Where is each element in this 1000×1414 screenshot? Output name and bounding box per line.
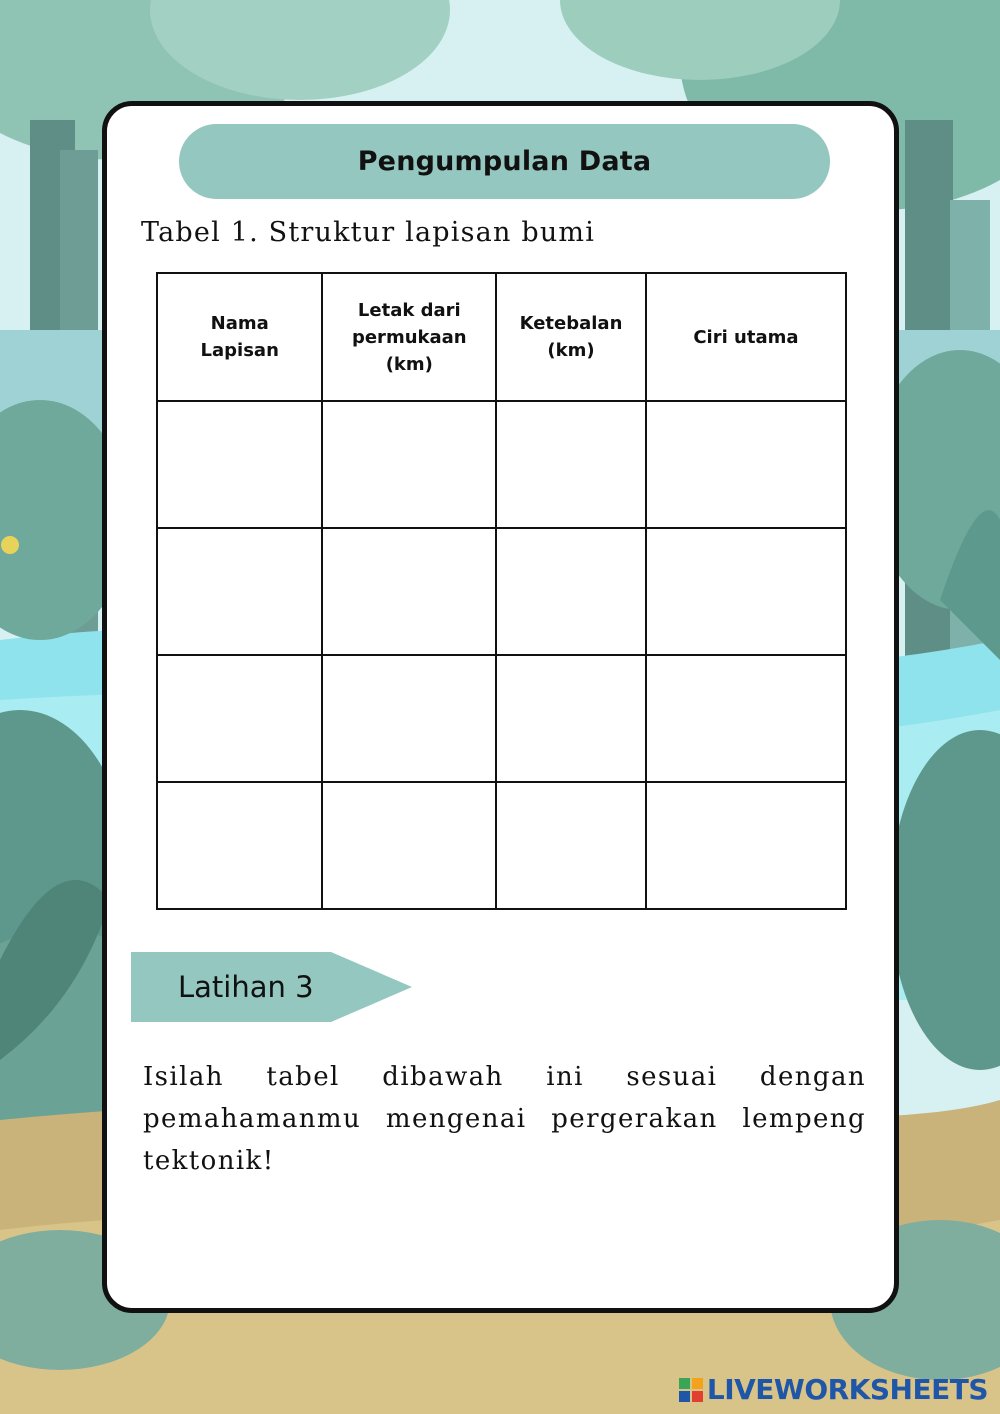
header-ketebalan: Ketebalan (km) [496,273,646,401]
table-cell[interactable] [322,401,496,528]
table-row [157,655,846,782]
table-cell[interactable] [157,528,322,655]
table-cell[interactable] [496,655,646,782]
table-cell[interactable] [646,401,846,528]
table-caption: Tabel 1. Struktur lapisan bumi [141,217,596,248]
table-cell[interactable] [157,655,322,782]
table-cell[interactable] [646,655,846,782]
instruction-text: Isilah tabel dibawah ini sesuai dengan pemahamanmu mengenai pergerakan lempeng tektonik! [143,1062,866,1176]
header-letak-dari-permukaan: Letak dari permukaan (km) [322,273,496,401]
table-cell[interactable] [496,528,646,655]
section-arrow-banner [131,952,412,1022]
table-cell[interactable] [322,528,496,655]
header-ciri-utama: Ciri utama [646,273,846,401]
table-cell[interactable] [646,528,846,655]
earth-layers-table [156,272,847,910]
table-header-row [157,273,846,401]
table-row [157,401,846,528]
page-title: Pengumpulan Data [179,124,830,199]
table-cell[interactable] [157,401,322,528]
table-cell[interactable] [157,782,322,909]
table-row [157,528,846,655]
watermark-text: LIVEWORKSHEETS [706,1373,988,1406]
header-nama-lapisan: Nama Lapisan [157,273,322,401]
liveworksheets-logo-icon [679,1378,703,1402]
table-cell[interactable] [496,782,646,909]
liveworksheets-watermark [679,1373,988,1406]
table-cell[interactable] [496,401,646,528]
table-cell[interactable] [322,655,496,782]
table-row [157,782,846,909]
section-label: Latihan 3 [178,970,314,1004]
worksheet-card [102,101,899,1313]
table-cell[interactable] [322,782,496,909]
table-cell[interactable] [646,782,846,909]
